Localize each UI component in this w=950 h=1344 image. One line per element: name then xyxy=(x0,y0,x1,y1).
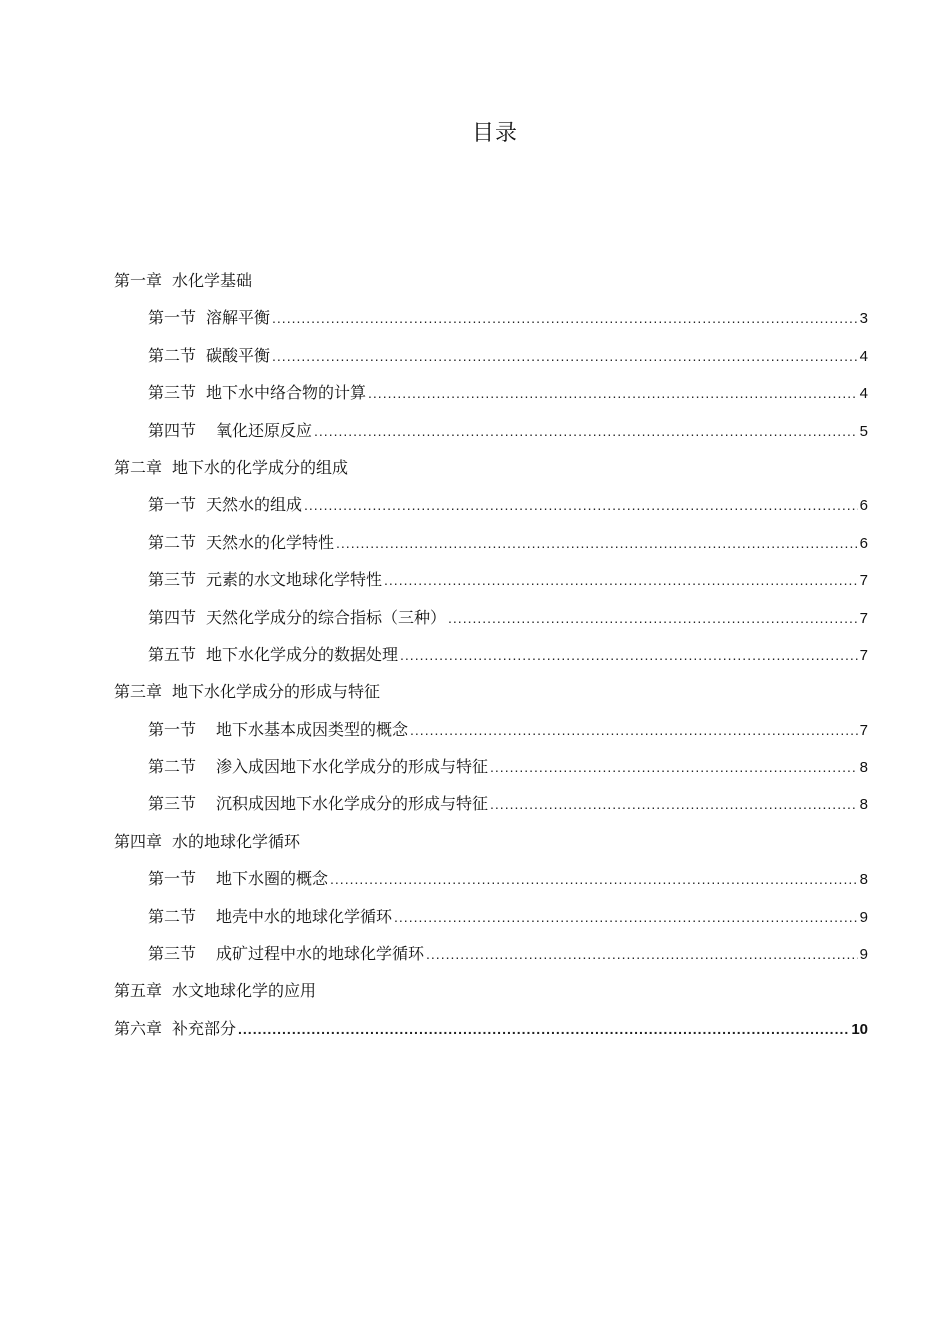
dot-leader xyxy=(490,786,858,823)
dot-leader xyxy=(304,487,858,524)
toc-page-number: 7 xyxy=(859,646,868,664)
toc-number: 第六章 xyxy=(114,1018,163,1038)
toc-page-number: 6 xyxy=(859,534,868,552)
toc-label: 地下水化学成分的数据处理 xyxy=(206,644,399,664)
toc-number: 第一章 xyxy=(114,271,163,290)
toc-section-3-1[interactable] xyxy=(114,711,868,748)
toc-page-number: 8 xyxy=(859,796,868,814)
dot-leader xyxy=(384,562,858,599)
toc-number: 第五节 xyxy=(148,644,197,664)
dot-leader xyxy=(400,637,858,674)
toc-number: 第四节 xyxy=(148,607,197,627)
toc-number: 第三节 xyxy=(148,944,197,964)
toc-section-4-3[interactable] xyxy=(114,935,868,972)
toc-number: 第二节 xyxy=(148,532,197,552)
toc-section-4-2[interactable] xyxy=(114,898,868,935)
toc-page-number: 9 xyxy=(859,908,868,926)
dot-leader xyxy=(368,375,858,412)
toc-number: 第三节 xyxy=(148,383,197,403)
dot-leader xyxy=(394,899,858,936)
toc-page-number: 9 xyxy=(859,946,868,964)
toc-section-2-4[interactable] xyxy=(114,599,868,636)
toc-title: 目录 xyxy=(471,121,518,146)
toc-page-number: 4 xyxy=(859,385,868,403)
toc-label: 地壳中水的地球化学循环 xyxy=(216,906,393,926)
toc-page-number: 7 xyxy=(859,721,868,739)
dot-leader xyxy=(330,861,858,898)
dot-leader xyxy=(410,712,858,749)
toc-label: 地下水化学成分的形成与特征 xyxy=(172,682,381,702)
toc-page-number: 5 xyxy=(859,422,868,440)
toc-label: 地下水基本成因类型的概念 xyxy=(216,719,409,739)
toc-label: 成矿过程中水的地球化学循环 xyxy=(216,944,425,964)
dot-leader xyxy=(272,338,858,375)
toc-number: 第三章 xyxy=(114,682,163,702)
dot-leader xyxy=(272,300,858,337)
toc-section-1-1[interactable] xyxy=(114,299,868,336)
toc-number: 第二节 xyxy=(148,757,197,777)
toc-chapter-1[interactable] xyxy=(114,262,868,299)
toc-section-1-4[interactable] xyxy=(114,412,868,449)
toc-label: 元素的水文地球化学特性 xyxy=(206,570,383,590)
toc-label: 天然水的化学特性 xyxy=(206,532,335,552)
toc-label: 天然水的组成 xyxy=(206,495,303,515)
toc-label: 地下水圈的概念 xyxy=(216,869,329,889)
toc-number: 第三节 xyxy=(148,570,197,590)
toc-section-1-2[interactable] xyxy=(114,337,868,374)
toc-section-3-2[interactable] xyxy=(114,748,868,785)
toc-number: 第二节 xyxy=(148,345,197,365)
toc-page-number: 8 xyxy=(859,759,868,777)
toc-number: 第一节 xyxy=(148,308,197,328)
toc-section-4-1[interactable] xyxy=(114,860,868,897)
toc-label: 溶解平衡 xyxy=(206,308,271,328)
toc-number: 第四章 xyxy=(114,831,163,851)
dot-leader xyxy=(314,413,858,450)
toc-section-2-3[interactable] xyxy=(114,561,868,598)
dot-leader xyxy=(336,525,858,562)
toc-label: 水的地球化学循环 xyxy=(172,831,301,851)
toc-chapter-5[interactable] xyxy=(114,972,868,1009)
toc-number: 第三节 xyxy=(148,794,197,814)
toc-label: 碳酸平衡 xyxy=(206,345,271,365)
dot-leader xyxy=(490,749,858,786)
toc-number: 第二节 xyxy=(148,906,197,926)
toc-label: 地下水中络合物的计算 xyxy=(206,383,367,403)
toc-label: 渗入成因地下水化学成分的形成与特征 xyxy=(216,757,489,777)
toc-number: 第四节 xyxy=(148,420,197,440)
toc-section-1-3[interactable] xyxy=(114,374,868,411)
toc-chapter-4[interactable] xyxy=(114,823,868,860)
table-of-contents xyxy=(114,262,868,1047)
toc-number: 第一节 xyxy=(148,495,197,515)
toc-label: 地下水的化学成分的组成 xyxy=(172,457,349,477)
toc-section-2-5[interactable] xyxy=(114,636,868,673)
toc-label: 沉积成因地下水化学成分的形成与特征 xyxy=(216,794,489,814)
dot-leader xyxy=(448,600,858,637)
toc-section-2-2[interactable] xyxy=(114,524,868,561)
toc-page-number: 10 xyxy=(851,1020,868,1038)
toc-chapter-6[interactable] xyxy=(114,1010,868,1047)
toc-number: 第一节 xyxy=(148,719,197,739)
toc-page-number: 7 xyxy=(859,572,868,590)
dot-leader xyxy=(426,936,858,973)
toc-section-2-1[interactable] xyxy=(114,486,868,523)
toc-section-3-3[interactable] xyxy=(114,785,868,822)
toc-number: 第二章 xyxy=(114,457,163,477)
toc-label: 补充部分 xyxy=(172,1018,237,1038)
toc-chapter-2[interactable] xyxy=(114,449,868,486)
toc-page-number: 7 xyxy=(859,609,868,627)
toc-number: 第五章 xyxy=(114,981,163,1001)
toc-page-number: 4 xyxy=(859,347,868,365)
toc-label: 氧化还原反应 xyxy=(216,420,313,440)
toc-number: 第一节 xyxy=(148,869,197,889)
toc-label: 天然化学成分的综合指标（三种） xyxy=(206,607,447,627)
toc-label: 水化学基础 xyxy=(172,271,253,290)
toc-chapter-3[interactable] xyxy=(114,673,868,710)
dot-leader xyxy=(238,1011,849,1048)
toc-page-number: 8 xyxy=(859,871,868,889)
toc-page-number: 3 xyxy=(859,310,868,328)
toc-page-number: 6 xyxy=(859,497,868,515)
toc-label: 水文地球化学的应用 xyxy=(172,981,317,1001)
